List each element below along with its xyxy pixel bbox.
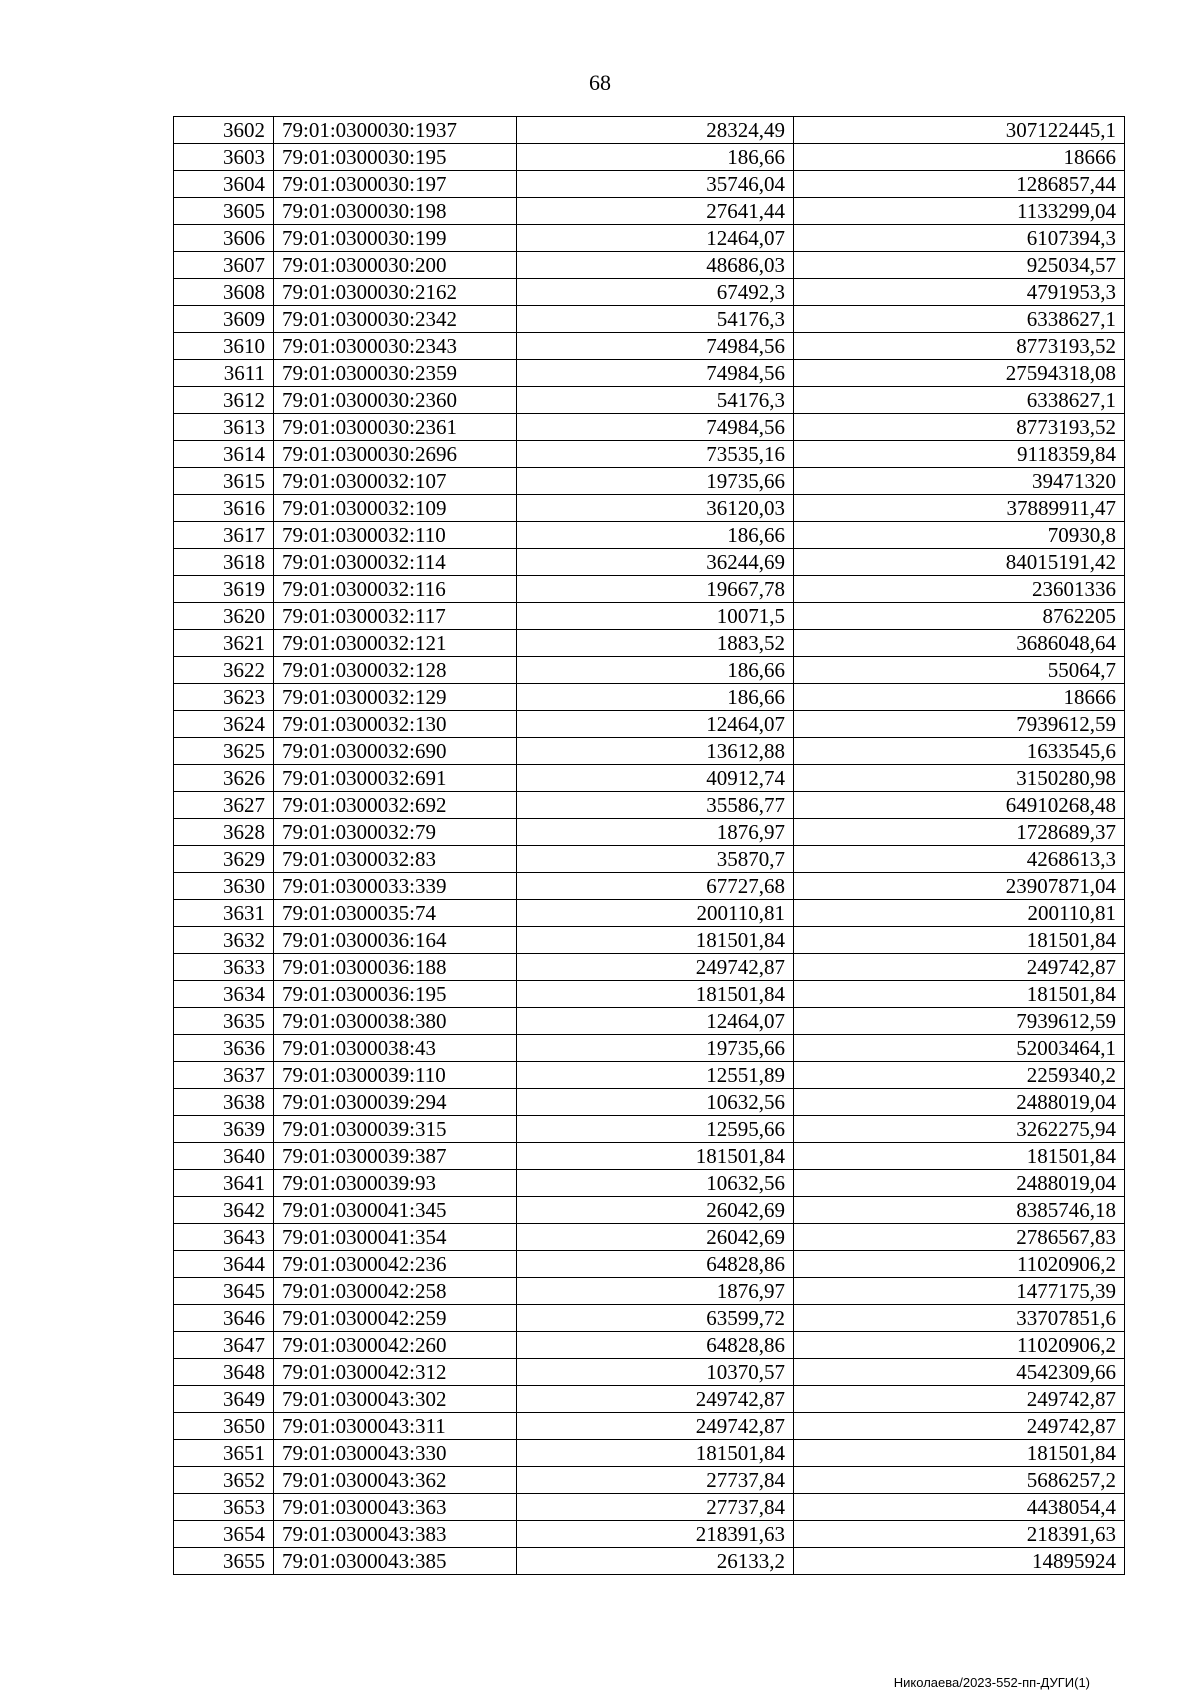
- area-cell: 40912,74: [517, 765, 794, 792]
- cadastral-number-cell: 79:01:0300043:330: [274, 1440, 517, 1467]
- row-number-cell: 3605: [174, 198, 274, 225]
- value-cell: 84015191,42: [794, 549, 1125, 576]
- table-row: [174, 198, 1125, 225]
- area-cell: 67492,3: [517, 279, 794, 306]
- table-row: [174, 954, 1125, 981]
- cadastral-number-cell: 79:01:0300030:2342: [274, 306, 517, 333]
- area-cell: 74984,56: [517, 414, 794, 441]
- value-cell: 3686048,64: [794, 630, 1125, 657]
- value-cell: 27594318,08: [794, 360, 1125, 387]
- table-row: [174, 630, 1125, 657]
- area-cell: 1883,52: [517, 630, 794, 657]
- value-cell: 4542309,66: [794, 1359, 1125, 1386]
- area-cell: 35746,04: [517, 171, 794, 198]
- area-cell: 181501,84: [517, 927, 794, 954]
- table-row: [174, 1062, 1125, 1089]
- cadastral-number-cell: 79:01:0300039:110: [274, 1062, 517, 1089]
- value-cell: 55064,7: [794, 657, 1125, 684]
- cadastral-number-cell: 79:01:0300032:107: [274, 468, 517, 495]
- table-row: [174, 765, 1125, 792]
- cadastral-number-cell: 79:01:0300030:197: [274, 171, 517, 198]
- row-number-cell: 3633: [174, 954, 274, 981]
- area-cell: 19735,66: [517, 468, 794, 495]
- row-number-cell: 3654: [174, 1521, 274, 1548]
- table-row: [174, 1224, 1125, 1251]
- row-number-cell: 3635: [174, 1008, 274, 1035]
- row-number-cell: 3645: [174, 1278, 274, 1305]
- row-number-cell: 3636: [174, 1035, 274, 1062]
- value-cell: 1133299,04: [794, 198, 1125, 225]
- row-number-cell: 3648: [174, 1359, 274, 1386]
- table-row: [174, 414, 1125, 441]
- value-cell: 181501,84: [794, 1143, 1125, 1170]
- value-cell: 307122445,1: [794, 117, 1125, 144]
- row-number-cell: 3609: [174, 306, 274, 333]
- cadastral-number-cell: 79:01:0300041:345: [274, 1197, 517, 1224]
- row-number-cell: 3634: [174, 981, 274, 1008]
- table-row: [174, 1494, 1125, 1521]
- area-cell: 74984,56: [517, 360, 794, 387]
- cadastral-number-cell: 79:01:0300043:362: [274, 1467, 517, 1494]
- area-cell: 10071,5: [517, 603, 794, 630]
- table-row: [174, 981, 1125, 1008]
- document-footer: Николаева/2023-552-пп-ДУГИ(1): [893, 1675, 1090, 1690]
- value-cell: 37889911,47: [794, 495, 1125, 522]
- table-row: [174, 792, 1125, 819]
- cadastral-number-cell: 79:01:0300030:2359: [274, 360, 517, 387]
- cadastral-number-cell: 79:01:0300030:2696: [274, 441, 517, 468]
- row-number-cell: 3649: [174, 1386, 274, 1413]
- cadastral-number-cell: 79:01:0300032:129: [274, 684, 517, 711]
- area-cell: 181501,84: [517, 1440, 794, 1467]
- row-number-cell: 3602: [174, 117, 274, 144]
- table-row: [174, 576, 1125, 603]
- row-number-cell: 3608: [174, 279, 274, 306]
- area-cell: 64828,86: [517, 1332, 794, 1359]
- table-row: [174, 927, 1125, 954]
- area-cell: 13612,88: [517, 738, 794, 765]
- cadastral-number-cell: 79:01:0300030:199: [274, 225, 517, 252]
- value-cell: 925034,57: [794, 252, 1125, 279]
- cadastral-number-cell: 79:01:0300033:339: [274, 873, 517, 900]
- row-number-cell: 3615: [174, 468, 274, 495]
- value-cell: 52003464,1: [794, 1035, 1125, 1062]
- value-cell: 181501,84: [794, 927, 1125, 954]
- row-number-cell: 3613: [174, 414, 274, 441]
- table-row: [174, 738, 1125, 765]
- row-number-cell: 3612: [174, 387, 274, 414]
- value-cell: 1286857,44: [794, 171, 1125, 198]
- table-row: [174, 1386, 1125, 1413]
- value-cell: 11020906,2: [794, 1251, 1125, 1278]
- row-number-cell: 3632: [174, 927, 274, 954]
- value-cell: 11020906,2: [794, 1332, 1125, 1359]
- table-row: [174, 1440, 1125, 1467]
- cadastral-number-cell: 79:01:0300032:110: [274, 522, 517, 549]
- area-cell: 218391,63: [517, 1521, 794, 1548]
- area-cell: 19735,66: [517, 1035, 794, 1062]
- area-cell: 26042,69: [517, 1224, 794, 1251]
- cadastral-number-cell: 79:01:0300036:164: [274, 927, 517, 954]
- table-row: [174, 306, 1125, 333]
- area-cell: 63599,72: [517, 1305, 794, 1332]
- value-cell: 5686257,2: [794, 1467, 1125, 1494]
- value-cell: 1728689,37: [794, 819, 1125, 846]
- row-number-cell: 3623: [174, 684, 274, 711]
- cadastral-number-cell: 79:01:0300039:93: [274, 1170, 517, 1197]
- area-cell: 27737,84: [517, 1494, 794, 1521]
- cadastral-number-cell: 79:01:0300039:294: [274, 1089, 517, 1116]
- cadastral-number-cell: 79:01:0300032:117: [274, 603, 517, 630]
- cadastral-number-cell: 79:01:0300032:691: [274, 765, 517, 792]
- cadastral-number-cell: 79:01:0300042:258: [274, 1278, 517, 1305]
- cadastral-number-cell: 79:01:0300043:302: [274, 1386, 517, 1413]
- row-number-cell: 3642: [174, 1197, 274, 1224]
- value-cell: 23907871,04: [794, 873, 1125, 900]
- row-number-cell: 3652: [174, 1467, 274, 1494]
- cadastral-number-cell: 79:01:0300038:380: [274, 1008, 517, 1035]
- row-number-cell: 3617: [174, 522, 274, 549]
- table-row: [174, 1197, 1125, 1224]
- value-cell: 7939612,59: [794, 711, 1125, 738]
- row-number-cell: 3650: [174, 1413, 274, 1440]
- area-cell: 36120,03: [517, 495, 794, 522]
- table-row: [174, 144, 1125, 171]
- table-row: [174, 900, 1125, 927]
- row-number-cell: 3647: [174, 1332, 274, 1359]
- table-row: [174, 846, 1125, 873]
- page-number: 68: [589, 70, 611, 95]
- cadastral-number-cell: 79:01:0300032:79: [274, 819, 517, 846]
- value-cell: 200110,81: [794, 900, 1125, 927]
- value-cell: 33707851,6: [794, 1305, 1125, 1332]
- area-cell: 27737,84: [517, 1467, 794, 1494]
- row-number-cell: 3611: [174, 360, 274, 387]
- area-cell: 35870,7: [517, 846, 794, 873]
- value-cell: 4268613,3: [794, 846, 1125, 873]
- data-table: [173, 116, 1125, 1575]
- area-cell: 26133,2: [517, 1548, 794, 1575]
- area-cell: 186,66: [517, 684, 794, 711]
- area-cell: 12464,07: [517, 1008, 794, 1035]
- table-row: [174, 1413, 1125, 1440]
- value-cell: 3262275,94: [794, 1116, 1125, 1143]
- row-number-cell: 3629: [174, 846, 274, 873]
- cadastral-number-cell: 79:01:0300030:2162: [274, 279, 517, 306]
- area-cell: 181501,84: [517, 1143, 794, 1170]
- row-number-cell: 3646: [174, 1305, 274, 1332]
- row-number-cell: 3607: [174, 252, 274, 279]
- cadastral-number-cell: 79:01:0300032:83: [274, 846, 517, 873]
- cadastral-number-cell: 79:01:0300042:259: [274, 1305, 517, 1332]
- area-cell: 19667,78: [517, 576, 794, 603]
- table-row: [174, 333, 1125, 360]
- value-cell: 8773193,52: [794, 333, 1125, 360]
- area-cell: 10632,56: [517, 1170, 794, 1197]
- area-cell: 181501,84: [517, 981, 794, 1008]
- row-number-cell: 3604: [174, 171, 274, 198]
- area-cell: 54176,3: [517, 387, 794, 414]
- value-cell: 9118359,84: [794, 441, 1125, 468]
- table-row: [174, 1278, 1125, 1305]
- cadastral-number-cell: 79:01:0300039:315: [274, 1116, 517, 1143]
- cadastral-number-cell: 79:01:0300032:109: [274, 495, 517, 522]
- area-cell: 28324,49: [517, 117, 794, 144]
- table-row: [174, 819, 1125, 846]
- cadastral-number-cell: 79:01:0300032:130: [274, 711, 517, 738]
- table-row: [174, 1089, 1125, 1116]
- table-row: [174, 468, 1125, 495]
- cadastral-number-cell: 79:01:0300030:195: [274, 144, 517, 171]
- table-row: [174, 279, 1125, 306]
- table-row: [174, 522, 1125, 549]
- value-cell: 3150280,98: [794, 765, 1125, 792]
- table-row: [174, 387, 1125, 414]
- value-cell: 70930,8: [794, 522, 1125, 549]
- table-row: [174, 1332, 1125, 1359]
- row-number-cell: 3619: [174, 576, 274, 603]
- table-row: [174, 1170, 1125, 1197]
- row-number-cell: 3630: [174, 873, 274, 900]
- value-cell: 14895924: [794, 1548, 1125, 1575]
- area-cell: 249742,87: [517, 1413, 794, 1440]
- area-cell: 186,66: [517, 144, 794, 171]
- table-row: [174, 1008, 1125, 1035]
- table-row: [174, 1143, 1125, 1170]
- value-cell: 2259340,2: [794, 1062, 1125, 1089]
- table-row: [174, 117, 1125, 144]
- row-number-cell: 3638: [174, 1089, 274, 1116]
- row-number-cell: 3651: [174, 1440, 274, 1467]
- table-row: [174, 1521, 1125, 1548]
- table-row: [174, 684, 1125, 711]
- value-cell: 64910268,48: [794, 792, 1125, 819]
- area-cell: 26042,69: [517, 1197, 794, 1224]
- table-row: [174, 1251, 1125, 1278]
- row-number-cell: 3620: [174, 603, 274, 630]
- cadastral-number-cell: 79:01:0300043:311: [274, 1413, 517, 1440]
- value-cell: 218391,63: [794, 1521, 1125, 1548]
- row-number-cell: 3610: [174, 333, 274, 360]
- value-cell: 2488019,04: [794, 1089, 1125, 1116]
- table-row: [174, 252, 1125, 279]
- table-row: [174, 711, 1125, 738]
- value-cell: 1477175,39: [794, 1278, 1125, 1305]
- row-number-cell: 3637: [174, 1062, 274, 1089]
- row-number-cell: 3644: [174, 1251, 274, 1278]
- area-cell: 249742,87: [517, 954, 794, 981]
- value-cell: 6107394,3: [794, 225, 1125, 252]
- value-cell: 249742,87: [794, 1386, 1125, 1413]
- value-cell: 6338627,1: [794, 387, 1125, 414]
- row-number-cell: 3616: [174, 495, 274, 522]
- value-cell: 39471320: [794, 468, 1125, 495]
- table-row: [174, 657, 1125, 684]
- cadastral-number-cell: 79:01:0300035:74: [274, 900, 517, 927]
- value-cell: 4791953,3: [794, 279, 1125, 306]
- area-cell: 12595,66: [517, 1116, 794, 1143]
- value-cell: 8385746,18: [794, 1197, 1125, 1224]
- row-number-cell: 3603: [174, 144, 274, 171]
- area-cell: 48686,03: [517, 252, 794, 279]
- area-cell: 12464,07: [517, 225, 794, 252]
- table-row: [174, 495, 1125, 522]
- area-cell: 74984,56: [517, 333, 794, 360]
- value-cell: 23601336: [794, 576, 1125, 603]
- cadastral-number-cell: 79:01:0300032:692: [274, 792, 517, 819]
- table-row: [174, 225, 1125, 252]
- cadastral-number-cell: 79:01:0300030:2361: [274, 414, 517, 441]
- row-number-cell: 3631: [174, 900, 274, 927]
- area-cell: 67727,68: [517, 873, 794, 900]
- row-number-cell: 3625: [174, 738, 274, 765]
- value-cell: 8773193,52: [794, 414, 1125, 441]
- value-cell: 6338627,1: [794, 306, 1125, 333]
- area-cell: 1876,97: [517, 819, 794, 846]
- table-row: [174, 171, 1125, 198]
- value-cell: 249742,87: [794, 1413, 1125, 1440]
- cadastral-number-cell: 79:01:0300036:188: [274, 954, 517, 981]
- cadastral-number-cell: 79:01:0300042:260: [274, 1332, 517, 1359]
- row-number-cell: 3618: [174, 549, 274, 576]
- value-cell: 1633545,6: [794, 738, 1125, 765]
- area-cell: 27641,44: [517, 198, 794, 225]
- area-cell: 54176,3: [517, 306, 794, 333]
- table-row: [174, 603, 1125, 630]
- area-cell: 64828,86: [517, 1251, 794, 1278]
- value-cell: 2786567,83: [794, 1224, 1125, 1251]
- row-number-cell: 3614: [174, 441, 274, 468]
- area-cell: 249742,87: [517, 1386, 794, 1413]
- row-number-cell: 3643: [174, 1224, 274, 1251]
- area-cell: 73535,16: [517, 441, 794, 468]
- table-row: [174, 1467, 1125, 1494]
- area-cell: 35586,77: [517, 792, 794, 819]
- row-number-cell: 3628: [174, 819, 274, 846]
- value-cell: 18666: [794, 144, 1125, 171]
- row-number-cell: 3641: [174, 1170, 274, 1197]
- table-row: [174, 1548, 1125, 1575]
- row-number-cell: 3639: [174, 1116, 274, 1143]
- value-cell: 4438054,4: [794, 1494, 1125, 1521]
- value-cell: 181501,84: [794, 1440, 1125, 1467]
- cadastral-number-cell: 79:01:0300041:354: [274, 1224, 517, 1251]
- table-row: [174, 1359, 1125, 1386]
- area-cell: 186,66: [517, 522, 794, 549]
- area-cell: 186,66: [517, 657, 794, 684]
- table-row: [174, 549, 1125, 576]
- area-cell: 1876,97: [517, 1278, 794, 1305]
- table-body: [174, 117, 1125, 1575]
- table-row: [174, 360, 1125, 387]
- row-number-cell: 3655: [174, 1548, 274, 1575]
- row-number-cell: 3626: [174, 765, 274, 792]
- table-row: [174, 1116, 1125, 1143]
- cadastral-number-cell: 79:01:0300030:1937: [274, 117, 517, 144]
- cadastral-number-cell: 79:01:0300042:312: [274, 1359, 517, 1386]
- cadastral-number-cell: 79:01:0300032:114: [274, 549, 517, 576]
- cadastral-number-cell: 79:01:0300030:2360: [274, 387, 517, 414]
- area-cell: 10632,56: [517, 1089, 794, 1116]
- row-number-cell: 3627: [174, 792, 274, 819]
- cadastral-number-cell: 79:01:0300030:198: [274, 198, 517, 225]
- area-cell: 200110,81: [517, 900, 794, 927]
- cadastral-number-cell: 79:01:0300032:690: [274, 738, 517, 765]
- value-cell: 181501,84: [794, 981, 1125, 1008]
- value-cell: 7939612,59: [794, 1008, 1125, 1035]
- table-row: [174, 873, 1125, 900]
- row-number-cell: 3622: [174, 657, 274, 684]
- cadastral-number-cell: 79:01:0300032:128: [274, 657, 517, 684]
- row-number-cell: 3640: [174, 1143, 274, 1170]
- table-row: [174, 1305, 1125, 1332]
- cadastral-number-cell: 79:01:0300030:2343: [274, 333, 517, 360]
- cadastral-number-cell: 79:01:0300038:43: [274, 1035, 517, 1062]
- cadastral-number-cell: 79:01:0300032:116: [274, 576, 517, 603]
- cadastral-number-cell: 79:01:0300039:387: [274, 1143, 517, 1170]
- value-cell: 18666: [794, 684, 1125, 711]
- row-number-cell: 3653: [174, 1494, 274, 1521]
- cadastral-number-cell: 79:01:0300043:385: [274, 1548, 517, 1575]
- cadastral-number-cell: 79:01:0300030:200: [274, 252, 517, 279]
- area-cell: 12551,89: [517, 1062, 794, 1089]
- row-number-cell: 3606: [174, 225, 274, 252]
- row-number-cell: 3621: [174, 630, 274, 657]
- row-number-cell: 3624: [174, 711, 274, 738]
- area-cell: 10370,57: [517, 1359, 794, 1386]
- cadastral-number-cell: 79:01:0300043:363: [274, 1494, 517, 1521]
- cadastral-number-cell: 79:01:0300043:383: [274, 1521, 517, 1548]
- value-cell: 2488019,04: [794, 1170, 1125, 1197]
- area-cell: 12464,07: [517, 711, 794, 738]
- table-row: [174, 441, 1125, 468]
- cadastral-number-cell: 79:01:0300042:236: [274, 1251, 517, 1278]
- area-cell: 36244,69: [517, 549, 794, 576]
- table-row: [174, 1035, 1125, 1062]
- value-cell: 249742,87: [794, 954, 1125, 981]
- value-cell: 8762205: [794, 603, 1125, 630]
- cadastral-number-cell: 79:01:0300036:195: [274, 981, 517, 1008]
- cadastral-number-cell: 79:01:0300032:121: [274, 630, 517, 657]
